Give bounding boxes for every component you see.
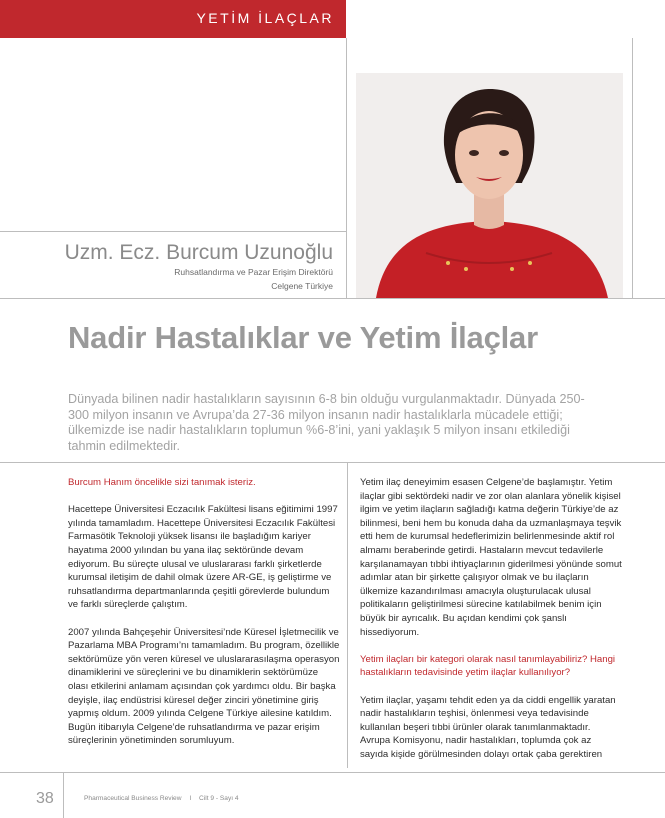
divider-photo-right xyxy=(632,38,633,299)
page-number: 38 xyxy=(36,790,54,807)
issue-info: Cilt 9 - Sayı 4 xyxy=(199,795,239,802)
divider-lead-bottom xyxy=(0,462,665,463)
body-paragraph: 2007 yılında Bahçeşehir Üniversitesi’nde Küresel İşletmecilik ve Pazarlama MBA Programı’nı tamamladım. Bu program, özellikle sektörümüze yön veren küresel ve uluslararasılaşma operasyon dinamiklerini ve süreçlerini ve bu dinamiklerin sektörümüze olası etkilerini anlamam açısından çok yardımcı oldu. Bir başka deyişle, ilaç endüstrisi küresel değer zinciri yönetimine giriş yapmış oldum. 2009 yılında Celgene Türkiye ailesine katıldım. Bugün itibarıyla Celgene’de ruhsatlandırma ve pazar erişim süreçlerinin yönetiminden sorumluyum. xyxy=(68,626,340,747)
author-role: Ruhsatlandırma ve Pazar Erişim Direktörü xyxy=(174,267,333,277)
divider-column xyxy=(347,462,348,768)
body-paragraph: Yetim ilaçlar, yaşamı tehdit eden ya da ciddi engellik yaratan nadir hastalıkların teşhisi, önlenmesi veya tedavisinde kullanılan beşeri tıbbi ürünler olarak tanımlanmaktadır. Avrupa Komisyonu, nadir hastalıkları, toplumda çok az sayıda kişide görülmesinden dolayı ortak çaba gerektiren xyxy=(360,694,616,760)
body-column-right xyxy=(360,476,622,775)
body-paragraph: Yetim ilaç deneyimim esasen Celgene’de başlamıştır. Yetim ilaçlar gibi sektördeki nadir ve zor olan alanlara yönelik kişisel ilgim ve yetim ilaçların sağladığı katma değerin Türkiye’de az bilinmesi, beni hem bu konuda daha da uzmanlaşmaya teşvik etti hem de kurumsal hedeflerimizin belirlenmesinde aktif rol almamı beraberinde getirdi. Hastaların mevcut tedavilerle karşılanamayan tıbbi ihtiyaçlarının giderilmesi yönünde somut adımlar atan bir şirkette çalışıyor olmak ve bu ilaçların ülkemize kazandırılması amacıyla oluşturulacak ulusal politikaların geliştirilmesi sürecine katılabilmek benim için büyük bir ayrıcalık. Bu açıdan kendimi çok şanslı hissediyorum. xyxy=(360,477,622,638)
interview-question: Yetim ilaçları bir kategori olarak nasıl tanımlayabiliriz? Hangi hastalıkların tedavisinde yetim ilaçlar kullanılıyor? xyxy=(360,653,616,679)
section-title: YETİM İLAÇLAR xyxy=(196,10,334,26)
author-name: Uzm. Ecz. Burcum Uzunoğlu xyxy=(64,241,333,264)
publication-name: Pharmaceutical Business Review xyxy=(84,795,182,802)
divider-left-vertical xyxy=(346,38,347,298)
footer-separator: I xyxy=(189,795,192,802)
divider-photo-bottom-rule xyxy=(0,298,665,299)
author-portrait xyxy=(356,73,623,298)
footer-publication-info xyxy=(84,795,245,802)
divider-author-rule xyxy=(0,231,347,232)
body-column-left xyxy=(68,476,340,761)
author-company: Celgene Türkiye xyxy=(271,281,333,291)
article-lead: Dünyada bilinen nadir hastalıkların sayısının 6-8 bin olduğu vurgulanmaktadır. Dünyada 250-300 milyon insanın ve Avrupa’da 27-36 milyon insanın nadir hastalıklarla mücadele ettiği; ülkemizde ise nadir hastalıkların toplumun %6-8’ini, yani yaklaşık 5 milyon insanı etkilediği tahmin edilmektedir. xyxy=(68,392,585,453)
interview-question: Burcum Hanım öncelikle sizi tanımak isteriz. xyxy=(68,477,256,488)
article-title: Nadir Hastalıklar ve Yetim İlaçlar xyxy=(68,320,538,355)
portrait-illustration xyxy=(356,73,623,298)
body-paragraph: Hacettepe Üniversitesi Eczacılık Fakültesi lisans eğitimimi 1997 yılında tamamladım. Hacettepe Üniversitesi Eczacılık Fakültesi Farmasötik Teknoloji yüksek lisansı ile başladığım kariyer hayatıma 2000 yılından bu yana ilaç sektöründe devam ediyorum. Bu süreçte ulusal ve uluslararası farklı şirketlerde kurumsal iletişim de dahil olmak üzere AR-GE, iş geliştirme ve ruhsatlandırma departmanlarında çeşitli görevlerde bulundum ve farklı süreçlerde çalıştım. xyxy=(68,504,338,611)
section-header-bar xyxy=(0,0,346,38)
divider-footer-vertical xyxy=(63,772,64,818)
